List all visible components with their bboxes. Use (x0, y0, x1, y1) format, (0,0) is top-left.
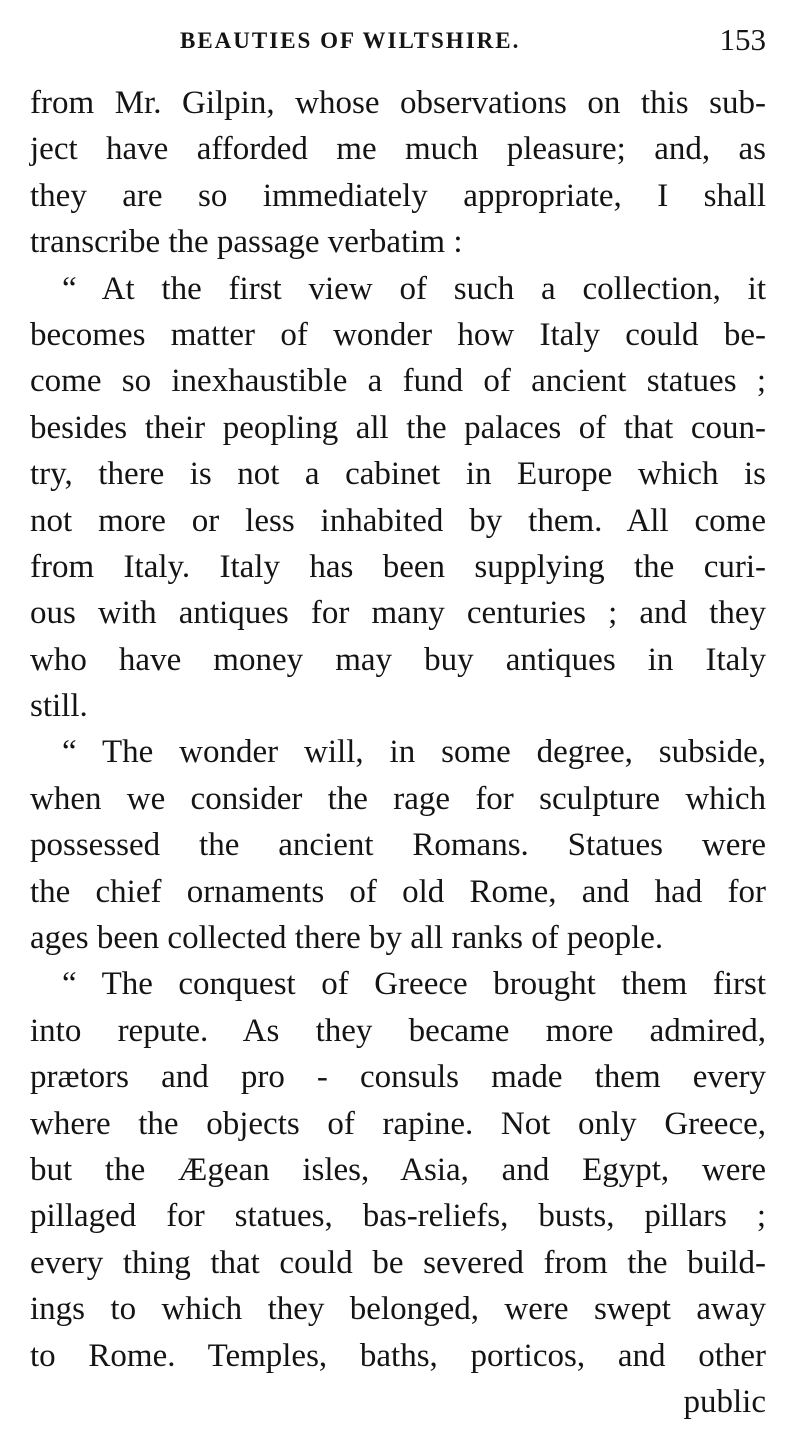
text-line: “ The wonder will, in some degree, subside, (62, 734, 766, 771)
running-title: BEAUTIES OF WILTSHIRE. (180, 28, 521, 53)
text-line: ings to which they belonged, were swept away (30, 1291, 766, 1328)
text-line: come so inexhaustible a fund of ancient statues ; (30, 363, 766, 400)
text-line: every thing that could be severed from the build- (30, 1244, 766, 1281)
text-line: the chief ornaments of old Rome, and had for (30, 873, 766, 910)
text-line: besides their peopling all the palaces of that coun- (30, 409, 766, 446)
catchword: public (683, 1384, 766, 1420)
text-line: to Rome. Temples, baths, porticos, and other (30, 1337, 766, 1374)
text-line: when we consider the rage for sculpture which (30, 780, 766, 817)
page-number: 153 (719, 22, 766, 57)
text-line: try, there is not a cabinet in Europe which is (30, 456, 766, 493)
text-line: possessed the ancient Romans. Statues were (30, 827, 766, 864)
text-line: into repute. As they became more admired, (30, 1012, 766, 1049)
text-line: prætors and pro - consuls made them every (30, 1059, 766, 1096)
text-line: not more or less inhabited by them. All come (30, 502, 766, 539)
text-line: becomes matter of wonder how Italy could be- (30, 316, 766, 353)
text-line: who have money may buy antiques in Italy (30, 641, 766, 678)
text-line: ous with antiques for many centuries ; and they (30, 595, 766, 632)
text-line: but the Ægean isles, Asia, and Egypt, were (30, 1151, 766, 1188)
text-line: pillaged for statues, bas-reliefs, busts, pillars ; (30, 1198, 766, 1235)
text-line: from Mr. Gilpin, whose observations on this sub- (30, 85, 766, 121)
text-line: where the objects of rapine. Not only Greece, (30, 1105, 766, 1142)
text-line: ages been collected there by all ranks of people. (30, 920, 664, 957)
text-line: still. (30, 688, 88, 725)
body-text (30, 80, 766, 1379)
page-header (30, 22, 766, 62)
text-line: “ At the first view of such a collection, it (62, 270, 766, 307)
text-line: they are so immediately appropriate, I shall (30, 177, 766, 214)
text-line: “ The conquest of Greece brought them first (62, 966, 766, 1003)
text-line: transcribe the passage verbatim : (30, 224, 463, 261)
text-line: from Italy. Italy has been supplying the curi- (30, 548, 766, 585)
text-line: ject have afforded me much pleasure; and, as (30, 131, 766, 168)
